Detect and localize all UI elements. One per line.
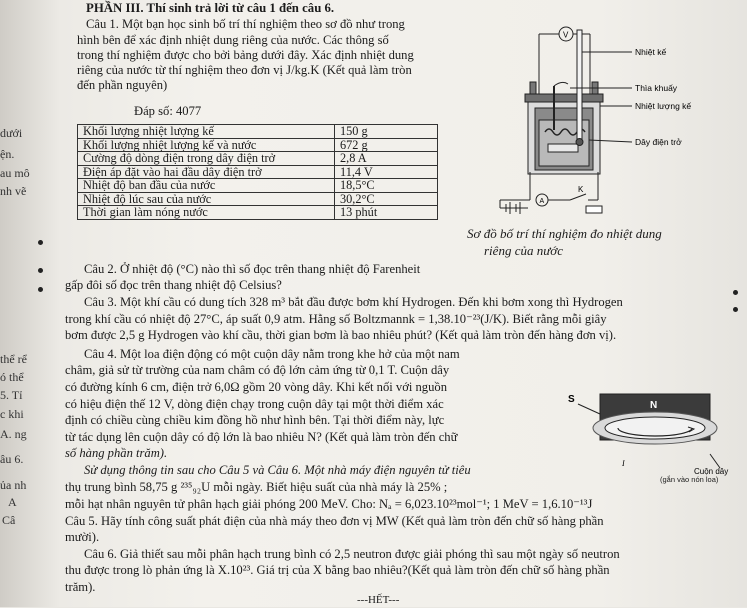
margin-dot (38, 240, 43, 245)
q1-line: trong thí nghiệm được cho bởi bảng dưới đây. Xác định nhiệt dung (77, 48, 414, 62)
q6-line: thu được trong lò phản ứng là X.10²³. Giá trị của X bằng bao nhiêu?(Kết quả làm tròn đến chữ số hàng phần (65, 563, 610, 577)
margin-dot (733, 307, 738, 312)
coil-sublabel: (gắn vào nón loa) (660, 475, 719, 484)
table-row (78, 138, 438, 152)
q3-line: trong khí cầu có nhiệt độ 27°C, áp suất 0,9 atm. Hằng số Boltzmannk = 1,38.10⁻²³(J/K). Biết rằng mỗi giây (65, 312, 607, 326)
diagram-caption: Sơ đồ bố trí thí nghiệm đo nhiệt dung (467, 226, 662, 241)
info-line: mỗi hạt nhân nguyên tử phân hạch giải phóng 200 MeV. Cho: Nₐ = 6,023.10²³mol⁻¹; 1 MeV = 1,6.10⁻¹³J (65, 497, 593, 511)
table-cell: Cường độ dòng điện trong dây điện trở (78, 152, 335, 166)
table-row (78, 165, 438, 179)
q3-line: Câu 3. Một khí cầu có dung tích 328 m³ bắt đầu được bơm khí Hydrogen. Đến khi bơm xong thì Hydrogen (84, 295, 623, 309)
q5-line: Câu 5. Hãy tính công suất phát điện của nhà máy theo đơn vị MW (Kết quả làm tròn đến chữ số hàng phần (65, 514, 604, 528)
info-line: Sử dụng thông tin sau cho Câu 5 và Câu 6. Một nhà máy điện nguyên tử tiêu (84, 463, 471, 477)
thermometer-label: Nhiệt kế (635, 47, 667, 57)
data-table (77, 124, 438, 220)
q6-line: trăm). (65, 580, 96, 594)
q4-line: châm, giả sử từ trường của nam châm có độ lớn cảm ứng từ 0,1 T. Cuộn dây (65, 363, 450, 377)
stirrer-label: Thìa khuấy (635, 83, 678, 93)
q2-line: gấp đôi số đọc trên thang nhiệt độ Celsius? (65, 278, 282, 292)
q6-line: Câu 6. Giả thiết sau mỗi phân hạch trung bình có 2,5 neutron được giải phóng thì sau một ngày số neutron (84, 547, 620, 561)
q1-line: riêng của nước từ thí nghiệm theo đơn vị J/kg.K (Kết quả làm tròn (77, 63, 412, 77)
q5-line: mười). (65, 530, 100, 544)
end-marker: ---HẾT--- (357, 594, 400, 606)
table-cell: 150 g (335, 125, 438, 139)
coil-diagram (560, 384, 740, 484)
table-row (78, 125, 438, 139)
q4-line: định có chiều cùng chiều kim đồng hồ như hình bên. Tại thời điểm này, lực (65, 413, 445, 427)
coil-label: Cuộn dây (694, 467, 729, 476)
q1-line: Câu 1. Một bạn học sinh bố trí thí nghiệm theo sơ đồ như trong (86, 17, 405, 31)
part-heading: PHẦN III. Thí sinh trả lời từ câu 1 đến câu 6. (86, 1, 335, 15)
margin-text: A. ng (0, 427, 27, 441)
table-cell: 13 phút (335, 206, 438, 220)
calorimeter-label: Nhiệt lượng kế (635, 101, 692, 111)
calorimeter-diagram (490, 22, 740, 222)
voltmeter-label: V (563, 30, 569, 40)
margin-text: nh vẽ (0, 184, 27, 198)
table-cell: 672 g (335, 138, 438, 152)
margin-text: A (8, 495, 17, 509)
diagram-caption: riêng của nước (484, 243, 564, 258)
margin-text: c khi (0, 407, 24, 421)
table-cell: 30,2°C (335, 192, 438, 206)
info-line: thụ trung bình 58,75 g ²³⁵₉₂U mỗi ngày. Biết hiệu suất của nhà máy là 25% ; (65, 480, 448, 494)
north-pole-label: N (650, 400, 658, 411)
q4-line: từ tác dụng lên cuộn dây có độ lớn là bao nhiêu N? (Kết quả làm tròn đến chữ (65, 430, 458, 444)
margin-text: âu 6. (0, 452, 24, 466)
switch-icon (570, 194, 586, 200)
table-cell: 2,8 A (335, 152, 438, 166)
margin-text: dưới (0, 126, 23, 140)
q1-line: đến phần nguyên) (77, 78, 168, 92)
margin-text: ủa nh (0, 478, 27, 492)
margin-dot (38, 268, 43, 273)
q3-line: bơm được 2,5 g Hydrogen vào khí cầu, thời gian bơm là bao nhiêu phút? (Kết quả làm tròn đến hàng đơn vị). (65, 328, 617, 342)
q4-line: Câu 4. Một loa điện động có một cuộn dây nằm trong khe hở của một nam (84, 347, 460, 361)
table-cell: 11,4 V (335, 165, 438, 179)
q4-line: có hiệu điện thế 12 V, dòng điện chạy trong cuộn dây tại một thời điểm xác (65, 397, 444, 411)
table-row (78, 206, 438, 220)
margin-text: thể rể (0, 352, 27, 366)
table-cell: Khối lượng nhiệt lượng kế và nước (78, 138, 335, 152)
q2-line: Câu 2. Ở nhiệt độ (°C) nào thì số đọc trên thang nhiệt độ Farenheit (84, 262, 421, 276)
table-cell: 18,5°C (335, 179, 438, 193)
table-cell: Điện áp đặt vào hai đầu dây điện trở (78, 165, 335, 179)
table-row (78, 152, 438, 166)
margin-dot (38, 287, 43, 292)
q4-line: có đường kính 6 cm, điện trở 6,0Ω gồm 20 vòng dây. Khi kết nối với nguồn (65, 380, 447, 394)
ammeter-label: A (539, 198, 545, 205)
margin-dot (733, 290, 738, 295)
table-row (78, 179, 438, 193)
table-cell: Thời gian làm nóng nước (78, 206, 335, 220)
table-cell: Nhiệt độ ban đầu của nước (78, 179, 335, 193)
margin-text: au mô (0, 166, 30, 180)
resistor-label: Dây điện trở (635, 137, 682, 147)
table-cell: Khối lượng nhiệt lượng kế (78, 125, 335, 139)
switch-label: K (578, 185, 584, 194)
table-row (78, 192, 438, 206)
answer-label: Đáp số: 4077 (134, 104, 202, 118)
margin-text: 5. Tỉ (0, 388, 23, 402)
thermometer-icon (577, 30, 582, 140)
south-pole-label: S (568, 394, 575, 405)
margin-text: Câ (2, 513, 16, 527)
current-label: I (622, 459, 625, 468)
table-cell: Nhiệt độ lúc sau của nước (78, 192, 335, 206)
margin-text: ện. (0, 147, 15, 161)
q1-line: hình bên để xác định nhiệt dung riêng của nước. Các thông số (77, 33, 389, 47)
margin-text: ó thể (0, 370, 24, 384)
q4-line: số hàng phần trăm). (65, 446, 168, 460)
